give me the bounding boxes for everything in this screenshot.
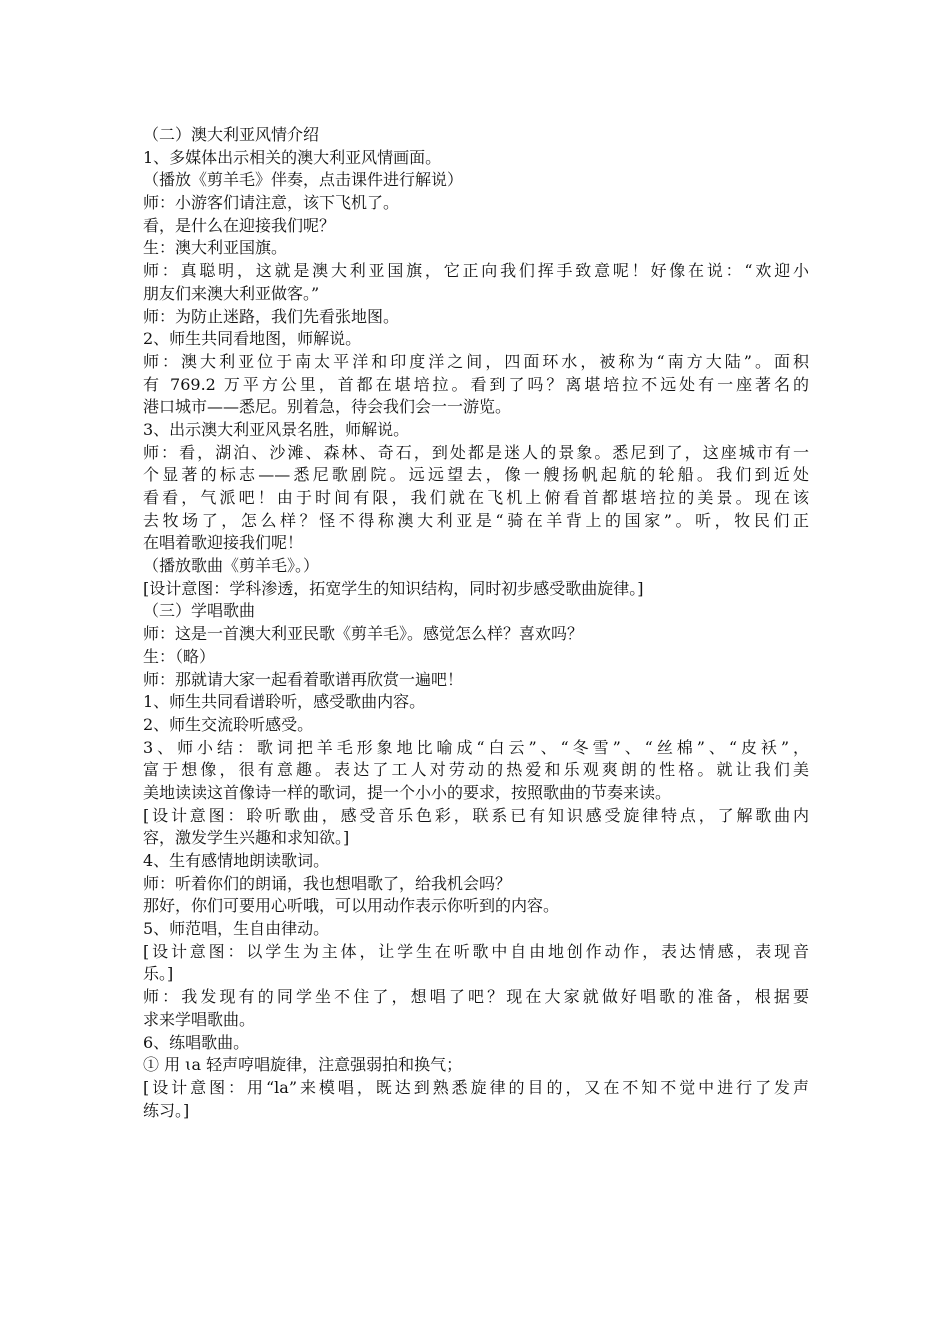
text-line: 美地读读这首像诗一样的歌词，提一个小小的要求，按照歌曲的节奏来读。 xyxy=(143,782,672,802)
text-line: 容，激发学生兴趣和求知欲。] xyxy=(143,828,350,848)
text-line: 1、多媒体出示相关的澳大利亚风情画面。 xyxy=(143,147,442,167)
text-line: 师：这是一首澳大利亚民歌《剪羊毛》。感觉怎么样？喜欢吗？ xyxy=(143,624,584,644)
text-line: 师：澳大利亚位于南太平洋和印度洋之间，四面环水，被称为“南方大陆”。面积 xyxy=(143,351,809,371)
text-line: 去牧场了，怎么样？怪不得称澳大利亚是“骑在羊背上的国家”。听，牧民们正 xyxy=(143,510,809,530)
text-line: 富于想像，很有意趣。表达了工人对劳动的热爱和乐观爽朗的性格。就让我们美 xyxy=(143,760,809,780)
text-line: 朋友们来澳大利亚做客。” xyxy=(143,283,320,303)
text-line: 6、练唱歌曲。 xyxy=(143,1032,250,1052)
text-line: 4、生有感情地朗读歌词。 xyxy=(143,851,330,870)
text-line: 师：小游客们请注意，该下飞机了。 xyxy=(143,193,400,213)
text-line: （二）澳大利亚风情介绍 xyxy=(143,125,320,144)
text-line: 师：那就请大家一起看着歌谱再欣赏一遍吧！ xyxy=(143,669,464,689)
text-line: 师：我发现有的同学坐不住了，想唱了吧？现在大家就做好唱歌的准备，根据要 xyxy=(143,987,809,1007)
text-line: 1、师生共同看谱聆听，感受歌曲内容。 xyxy=(143,692,426,712)
text-line: 那好，你们可要用心听哦，可以用动作表示你听到的内容。 xyxy=(143,896,560,916)
text-line: 师：为防止迷路，我们先看张地图。 xyxy=(143,306,400,326)
text-line: 练习。] xyxy=(143,1100,190,1120)
text-line: 生：澳大利亚国旗。 xyxy=(143,238,288,258)
text-line: 5、师范唱，生自由律动。 xyxy=(143,919,330,939)
text-line: （三）学唱歌曲 xyxy=(143,601,256,621)
text-line: 看，是什么在迎接我们呢？ xyxy=(143,215,336,235)
text-line: 生：（略） xyxy=(143,646,216,666)
document-body xyxy=(143,124,809,1122)
text-line: [设计意图：以学生为主体，让学生在听歌中自由地创作动作，表达情感，表现音 xyxy=(143,941,809,961)
text-line: 师：真聪明，这就是澳大利亚国旗，它正向我们挥手致意呢！好像在说：“欢迎小 xyxy=(143,261,809,281)
text-line: 港口城市——悉尼。别着急，待会我们会一一游览。 xyxy=(143,397,512,417)
text-line: 有 769.2 万平方公里，首都在堪培拉。看到了吗？离堪培拉不远处有一座著名的 xyxy=(143,374,809,394)
text-line: 看看，气派吧！由于时间有限，我们就在飞机上俯看首都堪培拉的美景。现在该 xyxy=(143,488,809,507)
text-line: 3、出示澳大利亚风景名胜，师解说。 xyxy=(143,419,410,439)
text-line: （播放歌曲《剪羊毛》。） xyxy=(143,556,320,576)
text-line: 师：看，湖泊、沙滩、森林、奇石，到处都是迷人的景象。悉尼到了，这座城市有一 xyxy=(143,442,809,462)
text-line: 2、师生交流聆听感受。 xyxy=(143,714,314,734)
text-line: 个显著的标志——悉尼歌剧院。远远望去，像一艘扬帆起航的轮船。我们到近处 xyxy=(143,465,809,485)
text-line: 2、师生共同看地图，师解说。 xyxy=(143,329,362,349)
text-line: 师：听着你们的朗诵，我也想唱歌了，给我机会吗？ xyxy=(143,873,512,893)
text-line: 3、师小结：歌词把羊毛形象地比喻成“白云”、“冬雪”、“丝棉”、“皮袄”， xyxy=(143,737,809,757)
text-line: （播放《剪羊毛》伴奏，点击课件进行解说） xyxy=(143,170,464,190)
text-line: [设计意图：用“la”来模唱，既达到熟悉旋律的目的，又在不知不觉中进行了发声 xyxy=(143,1077,809,1097)
text-line: 在唱着歌迎接我们呢！ xyxy=(143,533,304,553)
text-line: 乐。] xyxy=(143,964,174,984)
text-line: ① 用 ɩa 轻声哼唱旋律，注意强弱拍和换气； xyxy=(143,1055,463,1075)
text-line: 求来学唱歌曲。 xyxy=(143,1009,256,1029)
text-line: [设计意图：聆听歌曲，感受音乐色彩，联系已有知识感受旋律特点，了解歌曲内 xyxy=(143,805,809,825)
text-line: [设计意图：学科渗透，拓宽学生的知识结构，同时初步感受歌曲旋律。] xyxy=(143,578,644,598)
